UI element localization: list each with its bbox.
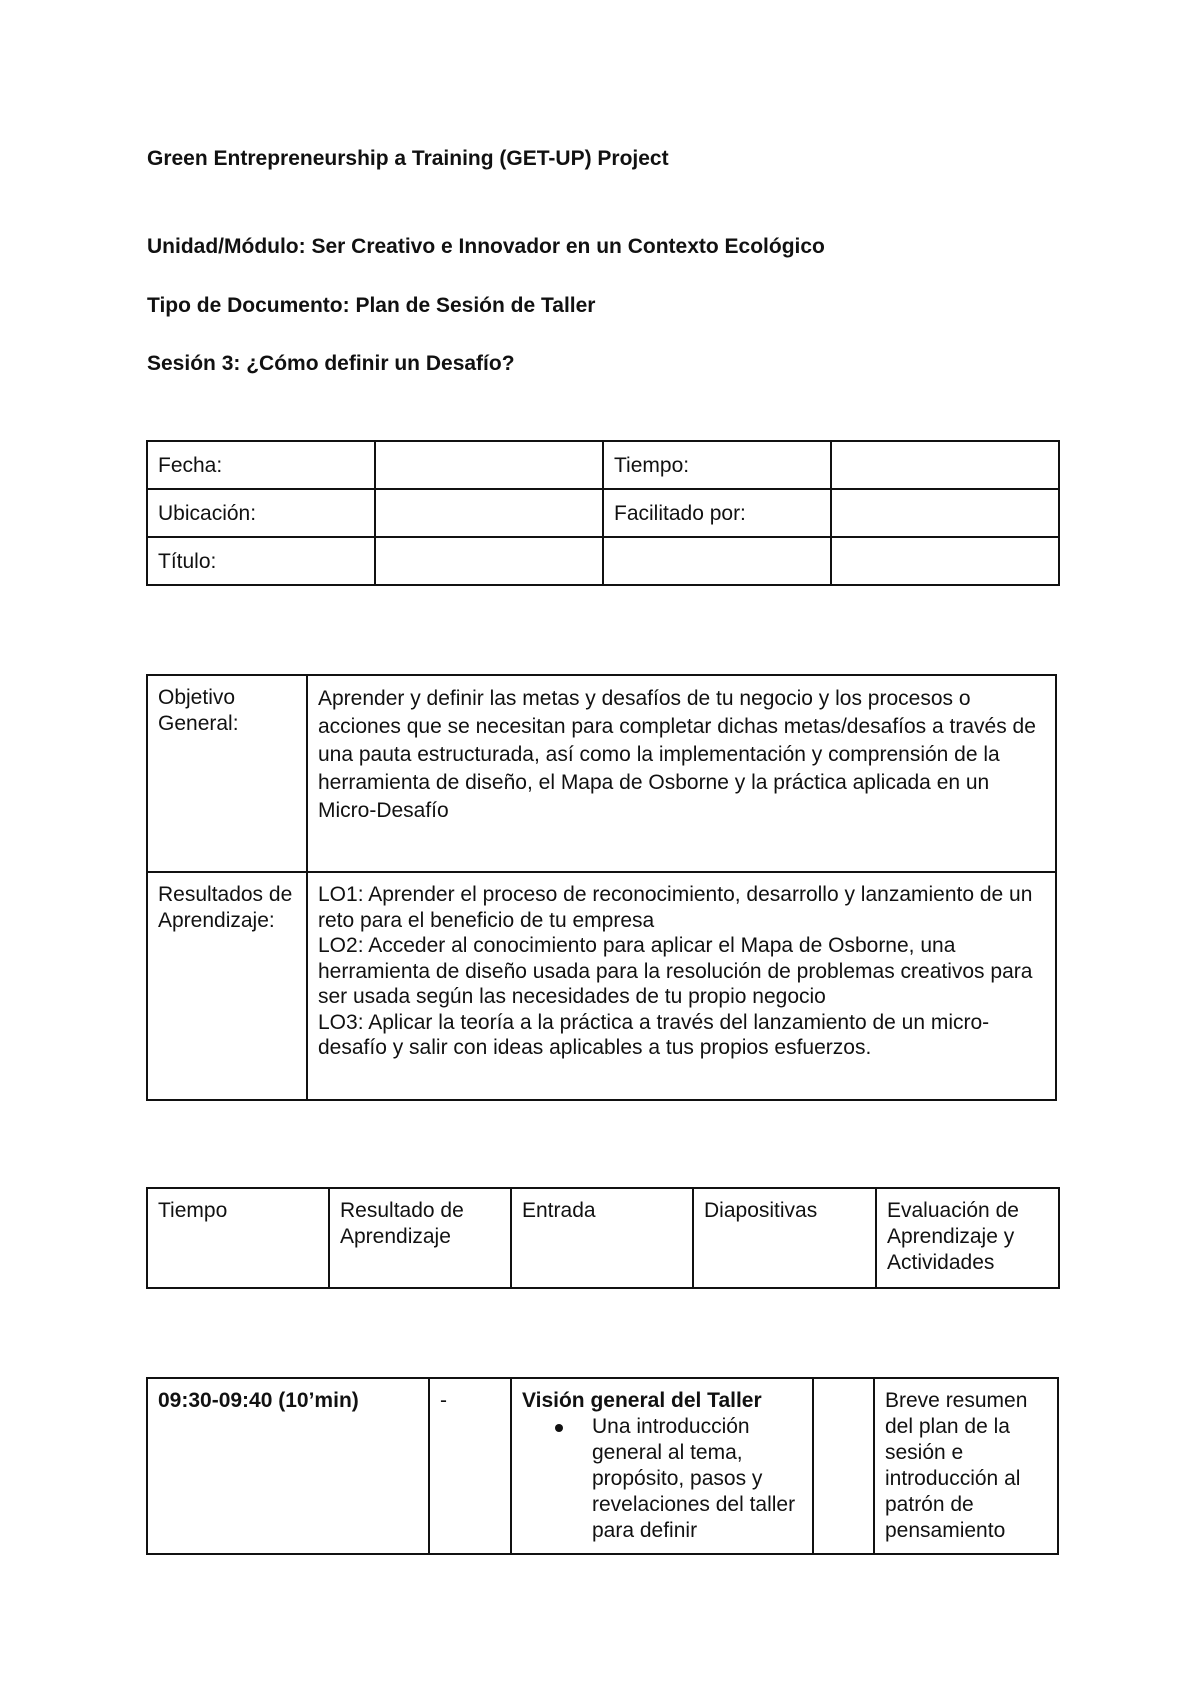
learning-results-text <box>307 872 1056 1100</box>
row-input <box>511 1378 813 1554</box>
col-header-evaluation: Evaluación de Aprendizaje y Actividades <box>876 1188 1059 1288</box>
time-label: Tiempo: <box>603 441 831 489</box>
session-heading: Sesión 3: ¿Cómo definir un Desafío? <box>147 352 515 375</box>
facilitator-label: Facilitado por: <box>603 489 831 537</box>
row-slides <box>813 1378 874 1554</box>
time-value <box>831 441 1059 489</box>
general-objective-text: Aprender y definir las metas y desafíos de tu negocio y los procesos o acciones que se necesitan para completar dichas metas/desafíos a través de una pauta estructurada, así como la implementación y comprensión de la herramienta de diseño, el Mapa de Osborne y la práctica aplicada en un Micro-Desafío <box>307 675 1056 872</box>
col-header-learning-result: Resultado de Aprendizaje <box>329 1188 511 1288</box>
learning-outcome-1: LO1: Aprender el proceso de reconocimiento, desarrollo y lanzamiento de un reto para el beneficio de tu empresa <box>318 883 1033 932</box>
col-header-slides: Diapositivas <box>693 1188 876 1288</box>
row-input-bullet-text: Una introducción general al tema, propósito, pasos y revelaciones del taller para definir <box>592 1415 796 1542</box>
bullet-icon <box>555 1424 563 1432</box>
row-time: 09:30-09:40 (10’min) <box>147 1378 429 1554</box>
document-type-heading: Tipo de Documento: Plan de Sesión de Taller <box>147 294 596 317</box>
row-input-list <box>522 1414 802 1544</box>
title-label: Título: <box>147 537 375 585</box>
list-item <box>592 1414 802 1544</box>
schedule-header-table <box>146 1187 1060 1289</box>
schedule-row-table <box>146 1377 1059 1555</box>
table-row <box>147 1378 1058 1554</box>
learning-outcome-3: LO3: Aplicar la teoría a la práctica a través del lanzamiento de un micro-desafío y salir con ideas aplicables a tus propios esfuerzos. <box>318 1010 990 1059</box>
unit-heading: Unidad/Módulo: Ser Creativo e Innovador en un Contexto Ecológico <box>147 235 825 258</box>
learning-results-label: Resultados de Aprendizaje: <box>147 872 307 1100</box>
empty-cell <box>603 537 831 585</box>
row-learning-result: - <box>429 1378 511 1554</box>
row-evaluation: Breve resumen del plan de la sesión e introducción al patrón de pensamiento <box>874 1378 1058 1554</box>
date-value <box>375 441 603 489</box>
project-title: Green Entrepreneurship a Training (GET-UP) Project <box>147 147 669 170</box>
col-header-input: Entrada <box>511 1188 693 1288</box>
facilitator-value <box>831 489 1059 537</box>
objectives-table <box>146 674 1057 1101</box>
empty-cell <box>831 537 1059 585</box>
title-value <box>375 537 603 585</box>
general-objective-label: Objetivo General: <box>147 675 307 872</box>
location-value <box>375 489 603 537</box>
col-header-time: Tiempo <box>147 1188 329 1288</box>
session-info-table <box>146 440 1060 586</box>
learning-outcome-2: LO2: Acceder al conocimiento para aplicar el Mapa de Osborne, una herramienta de diseño usada para la resolución de problemas creativos para ser usada según las necesidades de tu propio negocio <box>318 934 1033 1008</box>
date-label: Fecha: <box>147 441 375 489</box>
row-input-title: Visión general del Taller <box>522 1389 762 1412</box>
location-label: Ubicación: <box>147 489 375 537</box>
